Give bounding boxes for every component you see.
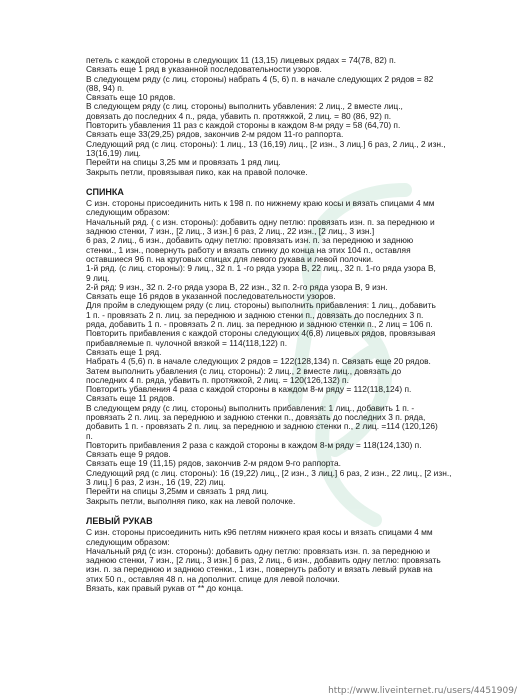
text-line: 3 лиц.] 6 раз, 2 изн., 16 (19, 22) лиц. xyxy=(86,477,226,488)
text-line: 2-й ряд: 9 изн., 32 п. 2-го ряда узора B, 22 изн., 32 п. 2-го ряда узора B, 9 изн. xyxy=(86,281,388,292)
text-line: Набрать 4 (5,6) п. в начале следующих 2 рядов = 122(128,134) п. Связать еще 20 рядов. xyxy=(86,356,431,367)
text-line: 1 п. - провязать 2 п. лиц. за переднюю и заднюю стенки п., довязать до последних 3 п. xyxy=(86,309,424,320)
text-line: Для пройм в следующем ряду (с лиц. стороны) выполнить прибавления: 1 лиц., добавить xyxy=(86,300,436,311)
text-line: Затем выполнить убавления (с лиц. стороны): 2 лиц., 2 вместе лиц., довязать до xyxy=(86,365,402,376)
text-line: Следующий ряд (с лиц. стороны): 16 (19,22) лиц., [2 изн., 3 лиц.] 6 раз, 2 изн., 22 лиц., [2 изн., xyxy=(86,467,452,478)
text-line: ряда, добавить 1 п. - провязать 2 п. лиц. за переднюю и заднюю стенки п., 2 лиц = 106 п. xyxy=(86,319,433,330)
text-line: Связать еще 33(29,25) рядов, закончив 2-м рядом 11-го раппорта. xyxy=(86,129,344,140)
text-line: заднюю стенки, 7 изн., [2 лиц., 3 изн.] 6 раз, 2 лиц., 22 изн., [2 лиц., 3 изн.] xyxy=(86,226,375,237)
section-back xyxy=(86,199,486,506)
text-line: Повторить прибавления с каждой стороны следующих 4(6,8) лицевых рядов, провязывая xyxy=(86,328,436,339)
text-line: Связать еще 9 рядов. xyxy=(86,449,171,460)
text-line: С изн. стороны присоединить нить к96 петлям нижнего края косы и вязать спицами 4 мм xyxy=(86,527,433,538)
text-line: Связать еще 10 рядов. xyxy=(86,92,176,103)
text-line: Перейти на спицы 3,25 мм и провязать 1 ряд лиц. xyxy=(86,157,281,168)
text-line: Повторить прибавления 2 раза с каждой стороны в каждом 8-м ряду = 118(124,130) п. xyxy=(86,439,422,450)
text-line: Закрыть петли, выполняя пико, как на левой полочке. xyxy=(86,495,296,506)
text-line: (88, 94) п. xyxy=(86,82,125,93)
text-line: 1-й ряд. (с лиц. стороны): 9 лиц., 32 п. 1 -го ряда узора B, 22 лиц., 32 п. 1-го ряда узора B, xyxy=(86,263,436,274)
text-line: Начальный ряд (с изн. стороны): добавить одну петлю: провязать изн. п. за переднюю и xyxy=(86,545,430,556)
text-line: Повторить убавления 4 раза с каждой стороны в каждом 8-м ряду = 112(118,124) п. xyxy=(86,384,412,395)
text-line: Связать еще 16 рядов в указанной последовательности узоров. xyxy=(86,291,336,302)
text-line: добавить 1 п. - провязать 2 п. лиц. за переднюю и заднюю стенки п., 2 лиц. =114 (120,126) xyxy=(86,421,438,432)
text-line: В следующем ряду (с лиц. стороны) выполнить убавления: 2 лиц., 2 вместе лиц., xyxy=(86,101,403,112)
text-line: прибавляемые п. чулочной вязкой = 114(118,122) п. xyxy=(86,337,288,348)
text-line: Вязать, как правый рукав от ** до конца. xyxy=(86,583,244,594)
text-line: В следующем ряду (с лиц. стороны) выполнить прибавления: 1 лиц., добавить 1 п. - xyxy=(86,402,415,413)
text-line: Повторить убавления 11 раз с каждой стороны в каждом 8-м ряду = 58 (64,70) п. xyxy=(86,120,401,131)
text-line: этих 50 п., оставляя 48 п. на дополнит. спице для левой полочки. xyxy=(86,573,340,584)
text-line: 9 лиц. xyxy=(86,272,110,283)
text-line: Закрыть петли, провязывая пико, как на правой полочке. xyxy=(86,166,308,177)
text-line: заднюю стенки, 7 изн., [2 лиц., 3 изн.] 6 раз, 2 лиц., 6 изн., добавить одну петлю: провязать xyxy=(86,555,441,566)
text-line: изн. п. за переднюю и заднюю стенки., 1 изн., повернуть работу и вязать левый рукав на xyxy=(86,564,433,575)
text-line: Связать еще 1 ряд в указанной последовательности узоров. xyxy=(86,64,322,75)
text-line: п. xyxy=(86,430,93,441)
back-heading: СПИНКА xyxy=(86,186,124,197)
text-line: Следующий ряд (с лиц. стороны): 1 лиц., 13 (16,19) лиц., [2 изн., 3 лиц.] 6 раз, 2 лиц., 2 изн., xyxy=(86,138,446,149)
text-line: петель с каждой стороны в следующих 11 (13,15) лицевых рядах = 74(78, 82) п. xyxy=(86,55,396,65)
section-left-sleeve xyxy=(86,528,486,593)
text-line: Связать еще 11 рядов. xyxy=(86,393,175,404)
text-line: Начальный ряд. ( с изн. стороны): добавить одну петлю: провязать изн. п. за переднюю и xyxy=(86,216,435,227)
text-line: Связать еще 19 (11,15) рядов, закончив 2-м рядом 9-го раппорта. xyxy=(86,458,342,469)
text-line: В следующем ряду (с лиц. стороны) набрать 4 (5, 6) п. в начале следующих 2 рядов = 82 xyxy=(86,73,434,84)
left-sleeve-heading: ЛЕВЫЙ РУКАВ xyxy=(86,515,153,526)
text-line: стенки., 1 изн., повернуть работу и вязать спинку до конца на этих 104 п., оставляя xyxy=(86,244,411,255)
text-line: довязать до последних 4 п., ряда, убавить п. протяжкой, 2 лиц. = 80 (86, 92) п. xyxy=(86,110,392,121)
document-body xyxy=(86,56,486,593)
text-line: 6 раз, 2 лиц., 6 изн., добавить одну петлю: провязать изн. п. за переднюю и заднюю xyxy=(86,235,414,246)
text-line: последних 4 п. ряда, убавить п. протяжкой, 2 лиц. = 120(126,132) п. xyxy=(86,374,349,385)
text-line: следующим образом: xyxy=(86,207,170,218)
source-url[interactable]: http://www.liveinternet.ru/users/4451909/ xyxy=(328,686,517,696)
text-line: следующим образом: xyxy=(86,536,170,547)
text-line: оставшиеся 96 п. на круговых спицах для левого рукава и левой полочки. xyxy=(86,253,374,264)
text-line: 13(16,19) лиц. xyxy=(86,147,141,158)
section-left-front-end xyxy=(86,56,486,177)
text-line: С изн. стороны присоединить нить к 198 п. по нижнему краю косы и вязать спицами 4 мм xyxy=(86,198,435,209)
text-line: Связать еще 1 ряд. xyxy=(86,346,162,357)
text-line: Перейти на спицы 3,25мм и связать 1 ряд лиц. xyxy=(86,486,269,497)
text-line: провязать 2 п. лиц. за переднюю и заднюю стенки п., довязать до последних 3 п. ряда, xyxy=(86,411,426,422)
